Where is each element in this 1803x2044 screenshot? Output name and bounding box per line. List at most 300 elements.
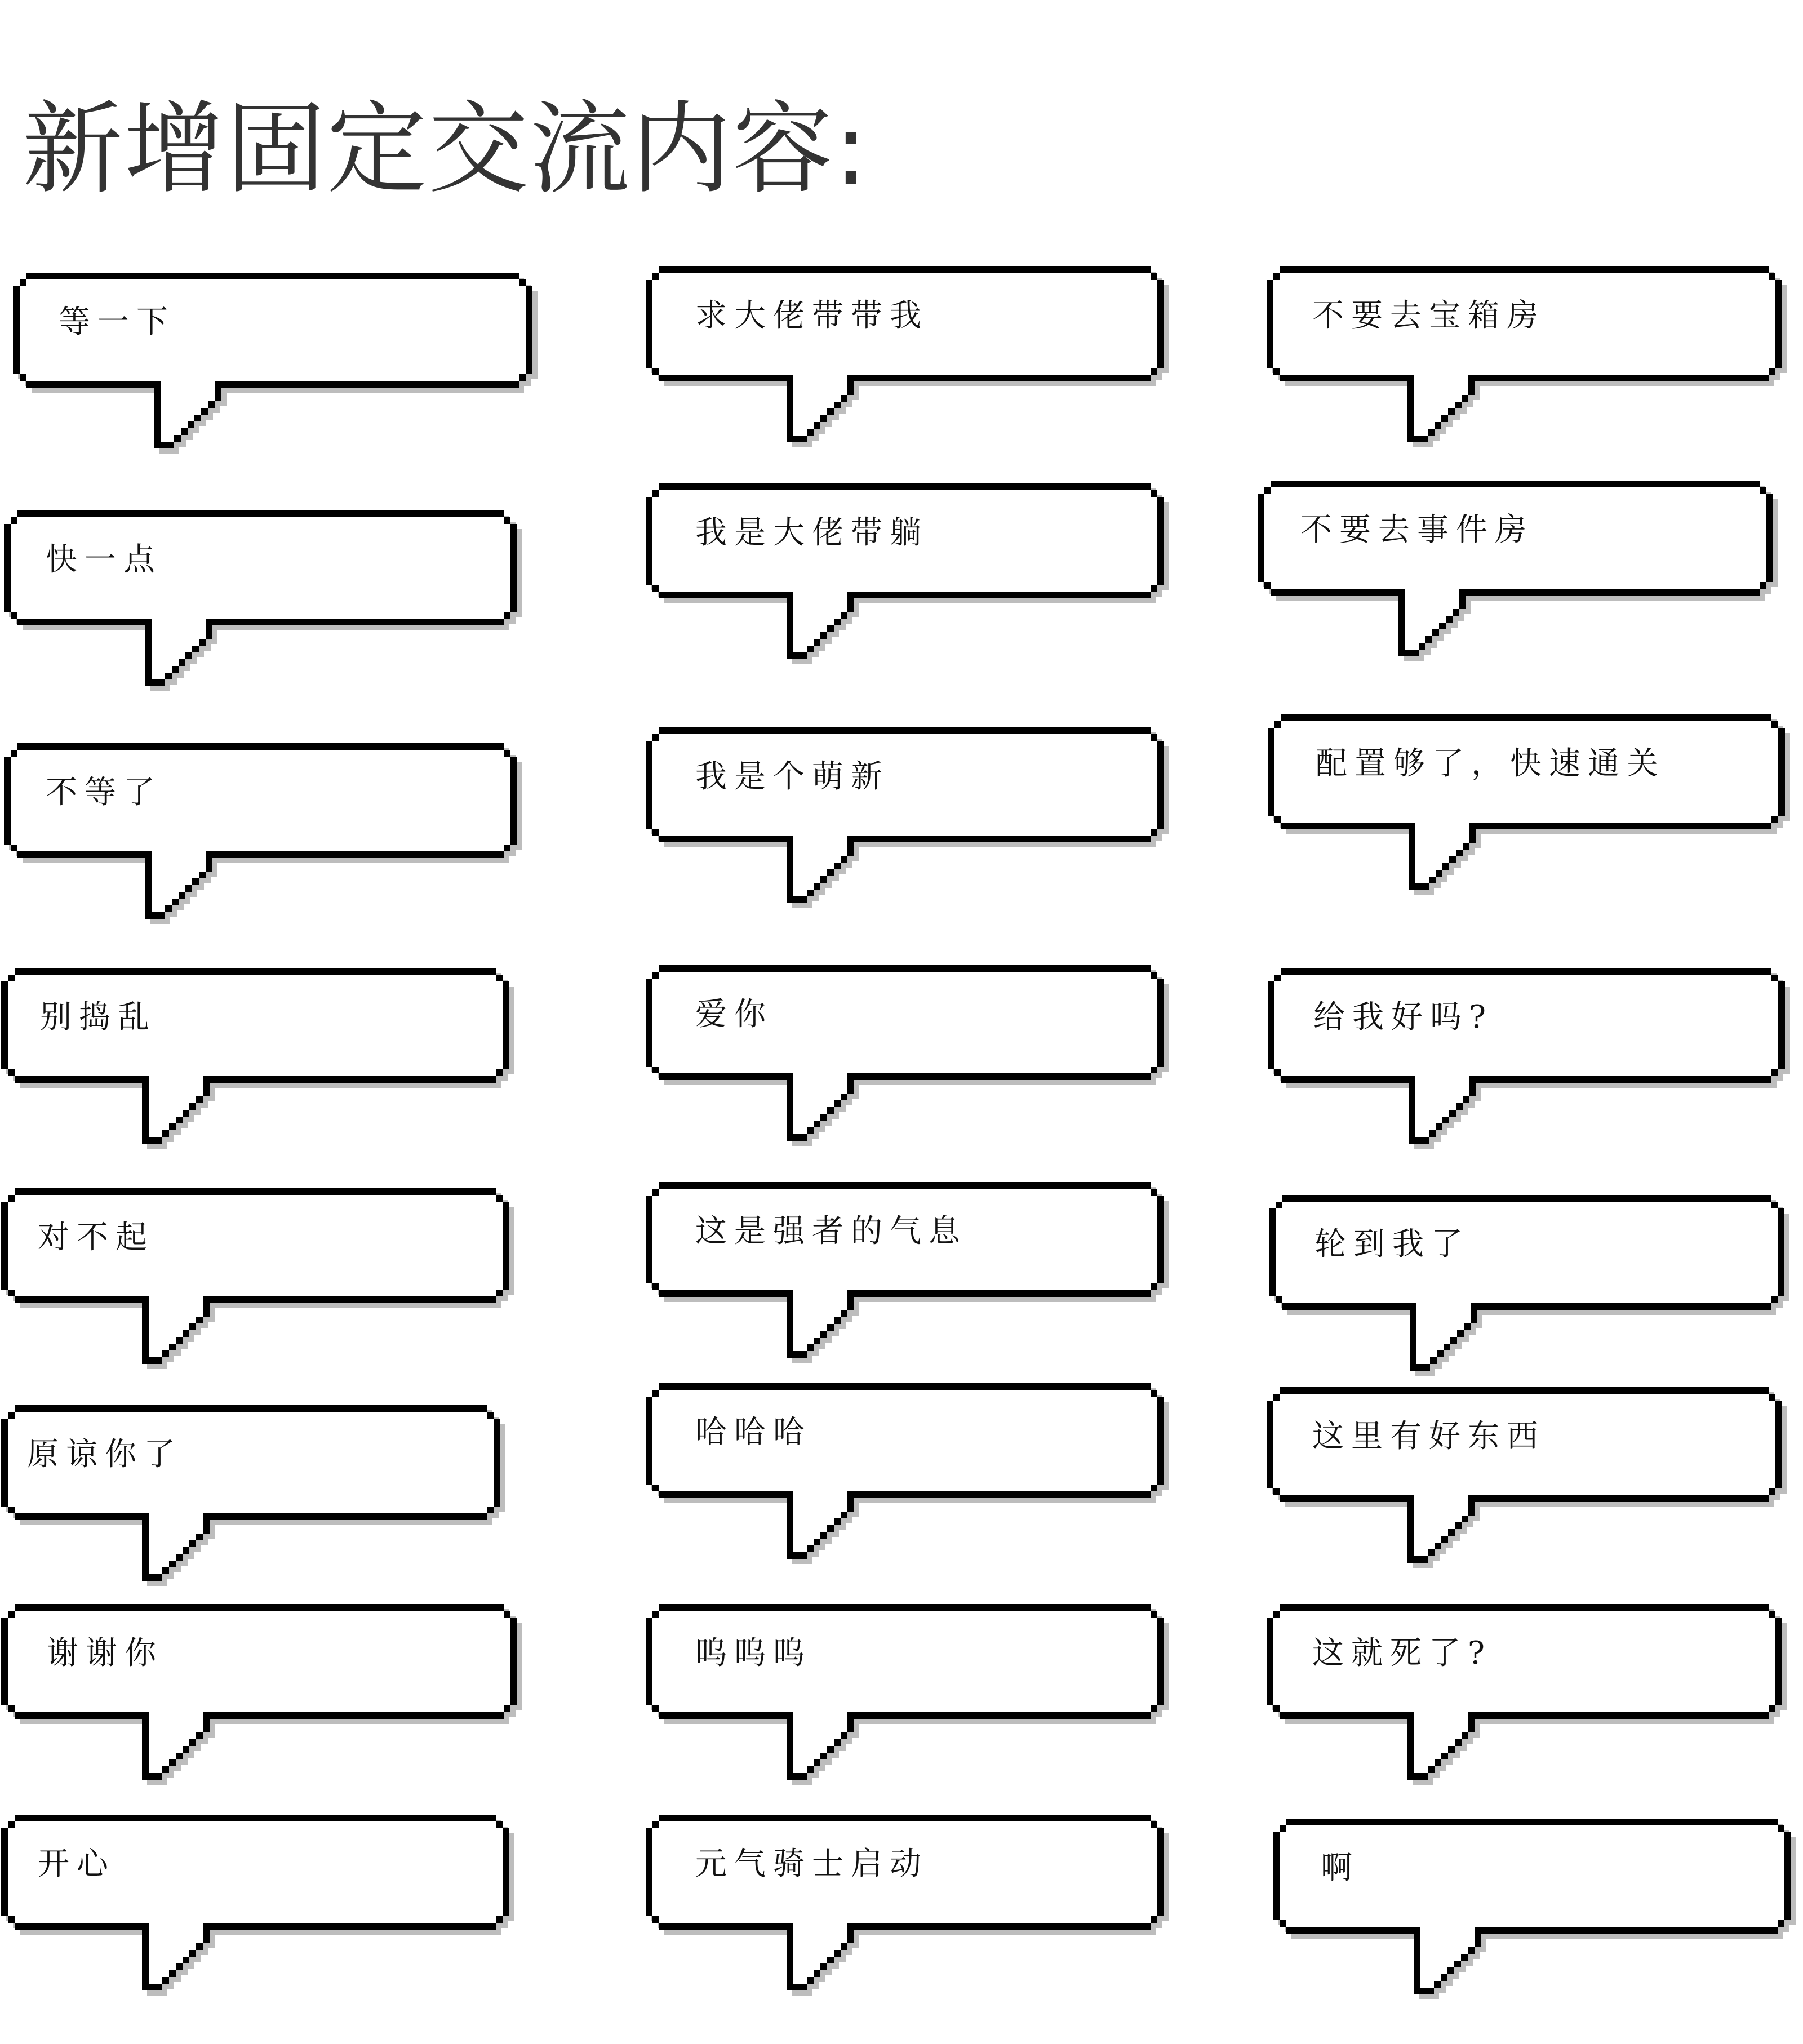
bubble-fill-tail — [149, 1936, 203, 1943]
bubble-fill-tail — [149, 1310, 203, 1317]
bubble-fill-tail — [161, 388, 215, 394]
bubble-fill-tail — [793, 1936, 847, 1943]
bubble-fill-tail — [1420, 1947, 1468, 1954]
bubble-shape — [1269, 1195, 1789, 1376]
bubble-fill-tail — [1414, 1543, 1435, 1549]
bubble-fill-tail — [793, 1080, 847, 1087]
bubble-fill-tail — [793, 1073, 847, 1080]
bubble-text: 呜呜呜 — [695, 1635, 812, 1672]
bubble-fill-tail — [1415, 829, 1469, 836]
bubble-fill-tail — [1414, 1502, 1468, 1509]
bubble-fill-tail — [149, 1344, 169, 1350]
bubble-fill-tail — [793, 1100, 834, 1107]
bubble-shape — [1, 968, 514, 1149]
bubble-fill-tail — [793, 1512, 841, 1518]
bubble-fill-tail — [152, 659, 179, 666]
bubble-shape — [4, 743, 522, 924]
bubble-fill-tail — [1414, 1549, 1428, 1556]
bubble-fill-tail — [1414, 1522, 1455, 1529]
speech-bubble — [4, 743, 517, 924]
bubble-fill-tail — [793, 1719, 847, 1726]
bubble-fill-tail — [1416, 1330, 1457, 1337]
speech-bubble — [646, 1604, 1164, 1785]
bubble-fill-tail — [152, 666, 172, 673]
bubble-fill-tail — [149, 1330, 183, 1337]
bubble-fill-tail — [1414, 1536, 1441, 1543]
bubble-fill-tail — [149, 1732, 196, 1739]
bubble-fill-tail — [149, 1534, 196, 1540]
bubble-fill-tail — [152, 905, 165, 912]
bubble-fill-tail — [149, 1930, 203, 1936]
speech-bubble — [646, 1182, 1164, 1363]
bubble-text: 等一下 — [59, 304, 175, 340]
bubble-fill-tail — [152, 639, 199, 646]
bubble-fill-tail — [1414, 381, 1468, 388]
bubble-fill-tail — [149, 1083, 203, 1090]
bubble-fill-tail — [1414, 395, 1462, 402]
bubble-fill-tail — [793, 1545, 807, 1552]
bubble-fill-tail — [149, 1943, 196, 1950]
bubble-fill-tail — [793, 612, 841, 619]
speech-bubble — [1273, 1819, 1791, 1999]
bubble-fill-tail — [1415, 1090, 1469, 1096]
bubble-shape — [646, 1182, 1169, 1363]
bubble-fill-tail — [1414, 388, 1468, 395]
bubble-fill-tail — [793, 1923, 847, 1930]
bubble-outline-tail — [1398, 650, 1419, 656]
bubble-fill-tail — [793, 388, 847, 395]
bubble-fill-tail — [1405, 643, 1419, 650]
bubble-fill-tail — [149, 1561, 169, 1567]
bubble-fill-tail — [793, 1532, 820, 1539]
speech-bubble — [1267, 1387, 1782, 1568]
bubble-fill-tail — [1405, 589, 1459, 596]
bubble-fill-tail — [793, 381, 847, 388]
bubble-fill-tail — [1415, 823, 1469, 829]
bubble-text: 我是大佬带躺 — [695, 514, 929, 551]
bubble-fill-tail — [1414, 1726, 1468, 1732]
bubble-outline-tail — [145, 912, 165, 919]
bubble-fill-tail — [1405, 616, 1446, 623]
bubble-fill-tail — [1416, 1344, 1444, 1350]
bubble-outline-tail — [145, 679, 165, 686]
bubble-text: 元气骑士启动 — [695, 1846, 929, 1882]
bubble-fill-tail — [1420, 1974, 1441, 1981]
bubble-fill-tail — [793, 1963, 820, 1970]
bubble-text: 这就死了? — [1312, 1635, 1493, 1672]
bubble-fill-tail — [1405, 596, 1459, 602]
bubble-fill-tail — [1414, 1495, 1468, 1502]
bubble-fill-tail — [1405, 629, 1432, 636]
bubble-fill-tail — [1416, 1350, 1437, 1357]
speech-bubble — [646, 266, 1164, 447]
bubble-fill-tail — [149, 1923, 203, 1930]
bubble-fill-tail — [1414, 415, 1441, 422]
bubble-shape — [646, 727, 1169, 908]
bubble-fill-tail — [149, 1317, 196, 1323]
bubble-fill-tail — [1415, 1110, 1449, 1117]
bubble-fill-tail — [793, 646, 807, 652]
bubble-fill-tail — [1420, 1961, 1454, 1967]
bubble-fill-tail — [152, 865, 206, 872]
bubble-fill-tail — [793, 1304, 847, 1310]
bubble-fill-tail — [793, 1310, 841, 1317]
bubble-outline-tail — [787, 436, 807, 442]
bubble-fill-tail — [152, 652, 185, 659]
bubble-shape — [646, 1383, 1169, 1564]
bubble-fill-tail — [149, 1296, 203, 1303]
bubble-text: 别捣乱 — [40, 999, 157, 1036]
speech-bubble — [646, 1815, 1164, 1996]
speech-bubble — [1, 1604, 517, 1785]
bubble-outline-tail — [1407, 436, 1428, 442]
bubble-fill-tail — [152, 899, 172, 905]
bubble-fill-tail — [793, 1930, 847, 1936]
bubble-fill-tail — [161, 435, 174, 442]
bubble-outline-tail — [787, 1984, 807, 1990]
bubble-fill-tail — [149, 1303, 203, 1310]
bubble-outline-tail — [142, 1984, 162, 1990]
bubble-text: 哈哈哈 — [695, 1414, 812, 1451]
speech-bubble — [646, 483, 1164, 664]
speech-bubble — [4, 510, 517, 691]
bubble-shape — [1267, 266, 1787, 447]
bubble-fill-tail — [1414, 1732, 1462, 1739]
bubble-fill-tail — [149, 1090, 203, 1096]
bubble-fill-tail — [793, 1127, 807, 1134]
bubble-shape — [646, 965, 1169, 1146]
bubble-fill-tail — [1414, 408, 1448, 415]
bubble-fill-tail — [152, 872, 199, 878]
bubble-fill-tail — [793, 863, 834, 869]
bubble-fill-tail — [1415, 836, 1469, 843]
bubble-shape — [646, 483, 1169, 664]
bubble-fill-tail — [1420, 1981, 1434, 1988]
bubble-fill-tail — [793, 890, 807, 896]
bubble-fill-tail — [1415, 1130, 1429, 1137]
bubble-outline-tail — [787, 652, 807, 659]
bubble-fill-tail — [793, 856, 841, 863]
bubble-fill-tail — [793, 1739, 834, 1746]
bubble-shape — [646, 266, 1169, 447]
bubble-fill-tail — [1414, 375, 1468, 381]
bubble-outline-tail — [1409, 883, 1429, 890]
bubble-fill-tail — [793, 1324, 827, 1331]
bubble-fill-tail — [161, 408, 201, 415]
bubble-fill-tail — [793, 1498, 847, 1505]
bubble-outline-tail — [1414, 1988, 1434, 1994]
bubble-fill-tail — [161, 415, 194, 421]
bubble-fill-tail — [793, 1344, 807, 1351]
bubble-fill-tail — [1415, 1117, 1442, 1123]
bubble-fill-tail — [793, 1766, 807, 1773]
bubble-fill-tail — [1415, 870, 1436, 877]
bubble-fill-tail — [1420, 1934, 1475, 1940]
bubble-fill-tail — [152, 885, 185, 892]
bubble-fill-tail — [793, 842, 847, 849]
bubble-fill-tail — [793, 1732, 841, 1739]
bubble-fill-tail — [161, 394, 215, 401]
bubble-fill-tail — [793, 1505, 847, 1512]
bubble-fill-tail — [149, 1130, 162, 1137]
bubble-fill-tail — [793, 836, 847, 842]
bubble-text: 配置够了，快速通关 — [1316, 745, 1666, 782]
bubble-fill-tail — [1420, 1927, 1475, 1934]
bubble-outline-tail — [787, 1773, 807, 1780]
bubble-fill-tail — [149, 1712, 203, 1719]
bubble-fill-tail — [793, 1970, 814, 1977]
bubble-fill-tail — [1414, 1746, 1448, 1753]
bubble-text: 谢谢你 — [47, 1635, 163, 1672]
bubble-outline-tail — [787, 896, 807, 903]
bubble-fill-tail — [1414, 1739, 1455, 1746]
bubble-shape — [1, 1815, 514, 1996]
bubble-fill-tail — [149, 1350, 162, 1357]
bubble-outline-tail — [1407, 1773, 1428, 1780]
bubble-fill-tail — [149, 1323, 189, 1330]
bubble-fill-tail — [793, 876, 820, 883]
bubble-fill-tail — [793, 592, 847, 598]
bubble-text: 啊 — [1321, 1850, 1360, 1886]
bubble-fill-tail — [793, 415, 820, 422]
bubble-fill-tail — [152, 632, 206, 639]
speech-bubble — [1268, 714, 1785, 895]
speech-bubble — [1, 968, 509, 1149]
bubble-fill-tail — [1414, 422, 1435, 429]
bubble-fill-tail — [1415, 1076, 1469, 1083]
bubble-outline-tail — [1410, 1364, 1430, 1371]
bubble-fill-tail — [149, 1957, 183, 1963]
bubble-fill-tail — [1420, 1967, 1447, 1974]
bubble-fill-tail — [152, 851, 206, 858]
bubble-outline-tail — [154, 442, 174, 448]
bubble-fill-tail — [793, 1338, 814, 1344]
bubble-text: 原谅你了 — [27, 1436, 183, 1473]
bubble-fill-tail — [149, 1547, 183, 1554]
bubble-fill-tail — [1420, 1954, 1461, 1961]
bubble-text: 不要去宝箱房 — [1312, 297, 1546, 334]
bubble-fill-tail — [793, 1950, 834, 1957]
bubble-shape — [1, 1188, 514, 1369]
speech-bubble — [646, 965, 1164, 1146]
bubble-text: 求大佬带带我 — [695, 297, 929, 334]
bubble-fill-tail — [1416, 1323, 1464, 1330]
bubble-fill-tail — [1414, 429, 1428, 436]
bubble-fill-tail — [793, 1114, 820, 1121]
bubble-fill-tail — [793, 1290, 847, 1297]
bubble-fill-tail — [793, 429, 807, 436]
bubble-outline-tail — [142, 1357, 162, 1364]
bubble-fill-tail — [152, 858, 206, 865]
bubble-fill-tail — [1405, 636, 1425, 643]
bubble-fill-tail — [793, 1539, 814, 1545]
bubble-fill-tail — [1420, 1940, 1475, 1947]
bubble-shape — [1273, 1819, 1796, 1999]
bubble-fill-tail — [793, 1121, 814, 1127]
bubble-fill-tail — [149, 1096, 196, 1103]
speech-bubble — [646, 1383, 1164, 1564]
bubble-shape — [646, 1604, 1169, 1785]
speech-bubble — [1268, 968, 1785, 1149]
speech-bubble — [646, 727, 1164, 908]
bubble-fill-tail — [149, 1076, 203, 1083]
bubble-fill-tail — [1414, 1753, 1441, 1759]
bubble-text: 给我好吗? — [1313, 999, 1494, 1036]
bubble-fill-tail — [793, 1491, 847, 1498]
bubble-outline-tail — [787, 1552, 807, 1559]
bubble-fill-tail — [1416, 1317, 1471, 1323]
bubble-fill-tail — [149, 1117, 176, 1123]
bubble-fill-tail — [161, 428, 181, 435]
bubble-outline-tail — [142, 1574, 162, 1581]
bubble-outline-tail — [787, 1351, 807, 1358]
bubble-shape — [1267, 1604, 1787, 1785]
bubble-fill-tail — [793, 1518, 834, 1525]
page-title: 新增固定交流内容: — [23, 91, 869, 207]
bubble-fill-tail — [149, 1977, 162, 1984]
bubble-outline-tail — [787, 1134, 807, 1141]
bubble-fill-tail — [793, 639, 814, 646]
bubble-shape — [1268, 714, 1790, 895]
bubble-fill-tail — [1416, 1303, 1471, 1310]
bubble-fill-tail — [1414, 1529, 1448, 1536]
bubble-fill-tail — [793, 395, 841, 402]
bubble-fill-tail — [1415, 856, 1449, 863]
bubble-fill-tail — [793, 619, 834, 625]
bubble-fill-tail — [149, 1540, 189, 1547]
bubble-shape — [1268, 968, 1790, 1149]
bubble-fill-tail — [793, 1977, 807, 1984]
bubble-fill-tail — [161, 401, 208, 408]
bubble-fill-tail — [793, 1525, 827, 1532]
bubble-fill-tail — [149, 1567, 162, 1574]
bubble-fill-tail — [793, 408, 827, 415]
bubble-fill-tail — [149, 1719, 203, 1726]
bubble-text: 爱你 — [695, 996, 773, 1033]
bubble-fill-tail — [149, 1759, 169, 1766]
bubble-text: 这是强者的气息 — [695, 1213, 967, 1250]
bubble-fill-tail — [793, 375, 847, 381]
bubble-shape — [646, 1815, 1169, 1996]
bubble-fill-tail — [149, 1110, 183, 1117]
bubble-shape — [4, 510, 522, 691]
bubble-shape — [1, 1604, 522, 1785]
bubble-fill-tail — [793, 1107, 827, 1114]
bubble-fill-tail — [1414, 402, 1455, 408]
bubble-fill-tail — [793, 422, 814, 429]
bubble-outline-tail — [1407, 1556, 1428, 1563]
bubble-fill-tail — [149, 1337, 176, 1344]
bubble-fill-tail — [1415, 1096, 1463, 1103]
bubble-fill-tail — [793, 1087, 847, 1094]
speech-bubble — [1, 1815, 509, 1996]
bubble-fill-tail — [152, 673, 165, 679]
bubble-fill-tail — [793, 1726, 847, 1732]
bubble-shape — [1267, 1387, 1787, 1568]
bubble-fill-tail — [793, 605, 847, 612]
bubble-fill-tail — [161, 381, 215, 388]
bubble-fill-tail — [149, 1554, 176, 1561]
bubble-fill-tail — [1414, 1719, 1468, 1726]
speech-bubble — [1267, 1604, 1782, 1785]
bubble-fill-tail — [1414, 1516, 1462, 1522]
bubble-fill-tail — [793, 1712, 847, 1719]
bubble-fill-tail — [152, 878, 192, 885]
bubble-fill-tail — [149, 1527, 203, 1534]
bubble-fill-tail — [149, 1103, 189, 1110]
bubble-text: 我是个萌新 — [695, 758, 890, 795]
bubble-fill-tail — [1415, 863, 1442, 870]
bubble-fill-tail — [1415, 843, 1463, 850]
bubble-fill-tail — [1414, 1766, 1428, 1773]
bubble-fill-tail — [1405, 602, 1459, 609]
bubble-fill-tail — [149, 1970, 169, 1977]
bubble-fill-tail — [793, 632, 820, 639]
bubble-shape — [1, 1405, 505, 1586]
bubble-fill-tail — [149, 1950, 189, 1957]
speech-bubble — [1269, 1195, 1784, 1376]
bubble-fill-tail — [149, 1746, 183, 1753]
bubble-fill-tail — [1416, 1357, 1430, 1364]
bubble-text: 快一点 — [46, 541, 162, 578]
bubble-shape — [1258, 481, 1778, 661]
bubble-fill-tail — [793, 849, 847, 856]
bubble-fill-tail — [793, 1759, 814, 1766]
bubble-fill-tail — [1415, 1083, 1469, 1090]
bubble-fill-tail — [161, 421, 188, 428]
bubble-fill-tail — [793, 598, 847, 605]
bubble-fill-tail — [149, 1739, 189, 1746]
bubble-fill-tail — [149, 1520, 203, 1527]
bubble-fill-tail — [793, 1753, 820, 1759]
bubble-fill-tail — [793, 883, 814, 890]
speech-bubble — [1, 1188, 509, 1369]
bubble-fill-tail — [149, 1123, 169, 1130]
bubble-fill-tail — [793, 1331, 820, 1338]
bubble-text: 对不起 — [38, 1219, 154, 1256]
bubble-fill-tail — [1415, 1123, 1436, 1130]
bubble-fill-tail — [1405, 623, 1439, 629]
bubble-fill-tail — [1415, 850, 1456, 856]
speech-bubble — [1267, 266, 1782, 447]
bubble-fill-tail — [1416, 1310, 1471, 1317]
bubble-fill-tail — [793, 1943, 841, 1950]
bubble-fill-tail — [1415, 1103, 1456, 1110]
speech-bubble — [1258, 481, 1773, 661]
bubble-fill-tail — [793, 1297, 847, 1304]
bubble-fill-tail — [793, 402, 834, 408]
bubble-outline-tail — [142, 1137, 162, 1144]
bubble-fill-tail — [1415, 877, 1429, 883]
speech-bubble — [13, 273, 532, 454]
bubble-fill-tail — [149, 1513, 203, 1520]
bubble-fill-tail — [149, 1753, 176, 1759]
bubble-fill-tail — [793, 1957, 827, 1963]
bubble-fill-tail — [152, 619, 206, 625]
bubble-fill-tail — [793, 625, 827, 632]
bubble-fill-tail — [1414, 1509, 1468, 1516]
bubble-fill-tail — [1414, 1759, 1435, 1766]
bubble-fill-tail — [1405, 609, 1453, 616]
bubble-outline-tail — [142, 1773, 162, 1780]
bubble-fill-tail — [152, 892, 179, 899]
bubble-text: 轮到我了 — [1314, 1226, 1470, 1263]
bubble-fill-tail — [793, 869, 827, 876]
bubble-fill-tail — [152, 646, 192, 652]
bubble-fill-tail — [793, 1094, 841, 1100]
speech-bubble — [1, 1405, 500, 1586]
bubble-shape — [13, 273, 538, 454]
